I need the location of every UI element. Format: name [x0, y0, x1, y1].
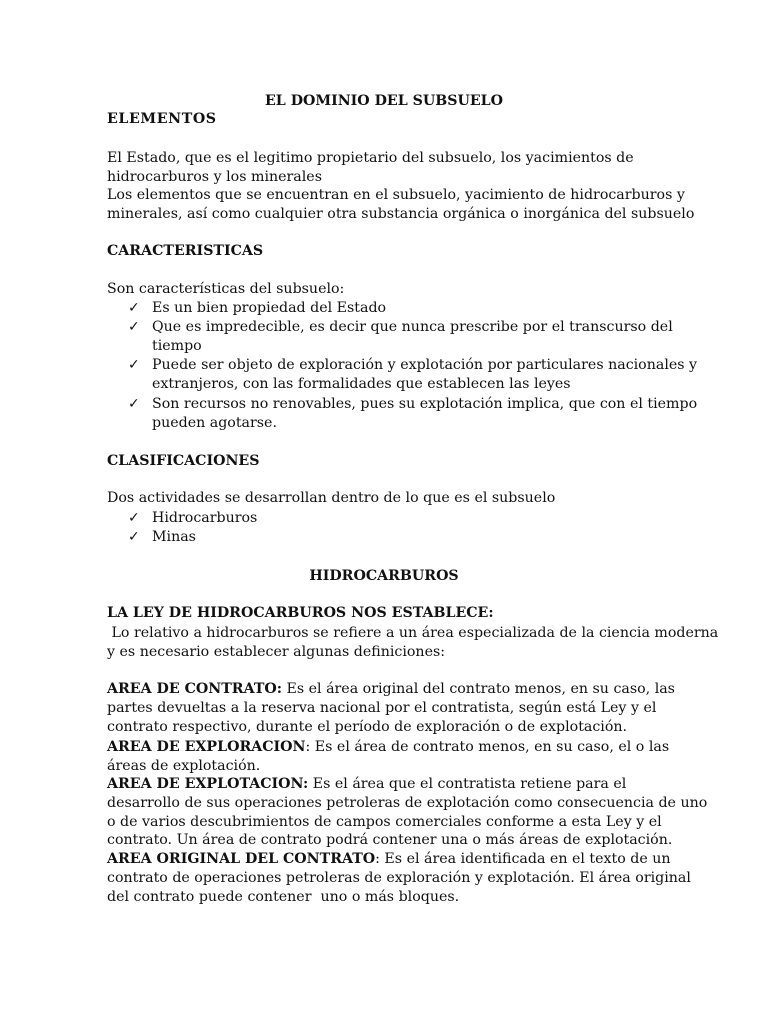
definition-area-de-explotacion [107, 775, 626, 794]
subsection-heading-ley: LA LEY DE HIDROCARBUROS NOS ESTABLECE: [107, 605, 494, 621]
section-heading-hidrocarburos: HIDROCARBUROS [309, 568, 459, 584]
checkmark-icon: ✓ [128, 510, 140, 526]
definition-term: AREA ORIGINAL DEL CONTRATO [107, 851, 376, 867]
paragraph-line: minerales, así como cualquier otra substancia orgánica o inorgánica del subsuelo [107, 206, 695, 222]
paragraph-line: o de varios descubrimientos de campos comerciales conforme a esta Ley y el [107, 814, 662, 830]
paragraph-line: contrato respectivo, durante el período de exploración o de explotación. [107, 719, 628, 735]
section-heading-elementos: ELEMENTOS [107, 111, 217, 127]
list-item: Son recursos no renovables, pues su explotación implica, que con el tiempo [152, 396, 698, 412]
paragraph-line: partes devueltas a la reserva nacional por el contratista, según está Ley y el [107, 700, 657, 716]
definition-term: AREA DE EXPLORACION [107, 739, 306, 755]
document-title: EL DOMINIO DEL SUBSUELO [264, 93, 504, 109]
paragraph-line: contrato. Un área de contrato podrá contener una o más áreas de explotación. [107, 832, 673, 848]
section-heading-clasificaciones: CLASIFICACIONES [107, 453, 260, 469]
definition-area-de-exploracion [107, 738, 669, 757]
section-heading-caracteristicas: CARACTERISTICAS [107, 243, 264, 259]
paragraph-line: del contrato puede contener uno o más bloques. [107, 889, 460, 905]
list-item-continuation: tiempo [152, 338, 202, 354]
checkmark-icon: ✓ [128, 357, 140, 373]
paragraph-line: y es necesario establecer algunas definiciones: [107, 644, 446, 660]
paragraph-line: áreas de explotación. [107, 758, 261, 774]
paragraph-line: desarrollo de sus operaciones petroleras de explotación como consecuencia de uno [107, 795, 708, 811]
definition-term: AREA DE EXPLOTACION: [107, 776, 309, 792]
list-item: Es un bien propiedad del Estado [152, 300, 387, 316]
list-item: Minas [152, 529, 196, 545]
definition-text: : Es el área de contrato menos, en su caso, el o las [305, 739, 670, 755]
list-intro: Dos actividades se desarrollan dentro de lo que es el subsuelo [107, 490, 556, 506]
definition-area-de-contrato [107, 680, 675, 699]
checkmark-icon: ✓ [128, 529, 140, 545]
list-item-continuation: pueden agotarse. [152, 415, 277, 431]
list-item-continuation: extranjeros, con las formalidades que establecen las leyes [152, 376, 571, 392]
definition-text: Es el área original del contrato menos, en su caso, las [281, 681, 675, 697]
checkmark-icon: ✓ [128, 319, 140, 335]
checkmark-icon: ✓ [128, 300, 140, 316]
list-intro: Son características del subsuelo: [107, 281, 345, 297]
definition-term: AREA DE CONTRATO: [107, 681, 282, 697]
list-item: Puede ser objeto de exploración y explotación por particulares nacionales y [152, 357, 698, 373]
paragraph-line: El Estado, que es el legitimo propietario del subsuelo, los yacimientos de [107, 150, 634, 166]
list-item: Hidrocarburos [152, 510, 258, 526]
paragraph-line: Lo relativo a hidrocarburos se refiere a un área especializada de la ciencia moderna [107, 625, 719, 641]
definition-text: : Es el área identificada en el texto de un [375, 851, 671, 867]
paragraph-line: Los elementos que se encuentran en el subsuelo, yacimiento de hidrocarburos y [107, 187, 685, 203]
definition-area-original-del-contrato [107, 850, 671, 869]
list-item: Que es impredecible, es decir que nunca prescribe por el transcurso del [152, 319, 673, 335]
checkmark-icon: ✓ [128, 396, 140, 412]
paragraph-line: contrato de operaciones petroleras de exploración y explotación. El área original [107, 870, 691, 886]
definition-text: Es el área que el contratista retiene para el [308, 776, 627, 792]
paragraph-line: hidrocarburos y los minerales [107, 169, 322, 185]
